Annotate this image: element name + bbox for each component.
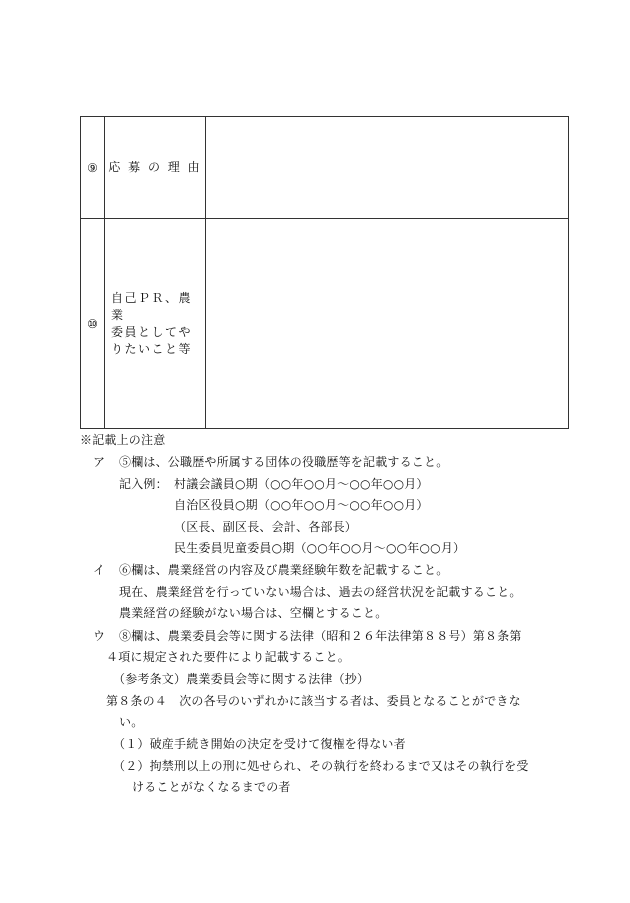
reason-field[interactable] xyxy=(206,117,569,219)
example-item: 自治区役員○期（○○年○○月～○○年○○月） xyxy=(174,498,429,512)
notes-heading: ※記載上の注意 xyxy=(80,433,166,447)
example-item: 村議会議員○期（○○年○○月～○○年○○月） xyxy=(174,477,429,491)
note-i-sub: 農業経営の経験がない場合は、空欄とすること。 xyxy=(119,606,388,620)
row-number: ⑨ xyxy=(81,117,105,219)
example-item: （区長、副区長、会計、各部長） xyxy=(174,520,358,534)
note-a-text: ⑤欄は、公職歴や所属する団体の役職歴等を記載すること。 xyxy=(119,455,449,469)
field-label-reason: 応 募 の 理 由 xyxy=(105,117,206,219)
application-form-table xyxy=(80,116,569,429)
article-item: （２）拘禁刑以上の刑に処せられ、その執行を終わるまで又はその執行を受 xyxy=(113,759,529,773)
self-pr-field[interactable] xyxy=(206,219,569,429)
note-i-text: ⑥欄は、農業経営の内容及び農業経験年数を記載すること。 xyxy=(119,563,449,577)
note-u-text: ４項に規定された要件により記載すること。 xyxy=(106,650,351,664)
reference-title: （参考条文）農業委員会等に関する法律（抄） xyxy=(113,672,370,686)
article-item: けることがなくなるまでの者 xyxy=(132,780,291,794)
article-text: 第８条の４ 次の各号のいずれかに該当する者は、委員となることができな xyxy=(106,694,521,708)
label-line: 自己ＰＲ、農業 xyxy=(111,290,193,322)
example-label: 記入例： xyxy=(119,477,168,491)
label-line: りたいこと等 xyxy=(111,341,193,356)
table-row xyxy=(81,117,569,219)
table-row xyxy=(81,219,569,429)
note-a-mark: ア xyxy=(93,455,106,469)
example-item: 民生委員児童委員○期（○○年○○月～○○年○○月） xyxy=(174,541,466,555)
article-item: （１）破産手続き開始の決定を受けて復権を得ない者 xyxy=(113,737,406,751)
article-text: い。 xyxy=(119,715,144,729)
field-label-self-pr xyxy=(105,219,206,429)
note-u-text: ⑧欄は、農業委員会等に関する法律（昭和２６年法律第８８号）第８条第 xyxy=(119,629,522,643)
note-i-sub: 現在、農業経営を行っていない場合は、過去の経営状況を記載すること。 xyxy=(119,585,522,599)
label-line: 委員としてや xyxy=(111,324,193,339)
note-i-mark: イ xyxy=(93,563,106,577)
row-number: ⑩ xyxy=(81,219,105,429)
note-u-mark: ウ xyxy=(93,629,106,643)
